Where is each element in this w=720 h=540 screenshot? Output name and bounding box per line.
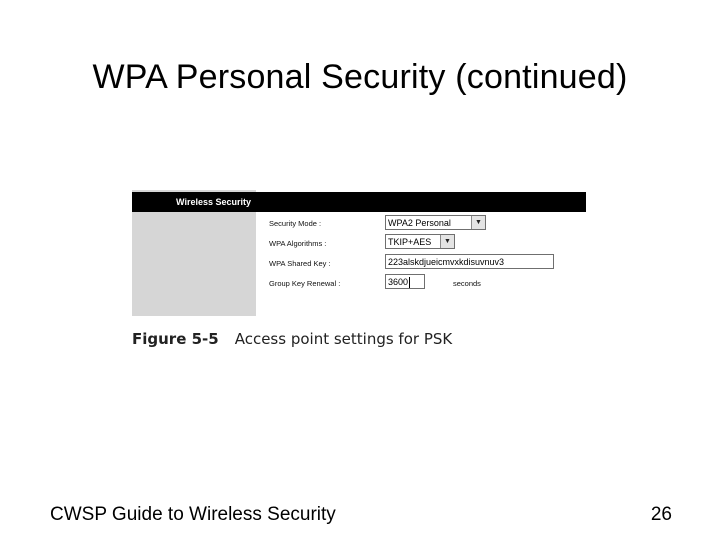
security-mode-value: WPA2 Personal — [388, 218, 451, 228]
header-bar — [132, 192, 586, 212]
figure-label: Figure 5-5 — [132, 330, 219, 348]
wpa-algorithms-value: TKIP+AES — [388, 237, 432, 247]
security-mode-label: Security Mode : — [269, 219, 322, 228]
wpa-algorithms-label: WPA Algorithms : — [269, 239, 327, 248]
group-key-renewal-input[interactable] — [385, 274, 425, 289]
chevron-down-icon[interactable]: ▼ — [471, 216, 485, 229]
wpa-shared-key-input[interactable] — [385, 254, 554, 269]
text-cursor — [409, 277, 410, 288]
security-mode-select[interactable] — [385, 215, 486, 230]
wpa-shared-key-value: 223alskdjueicmvxkdisuvnuv3 — [388, 257, 505, 267]
group-key-renewal-label: Group Key Renewal : — [269, 279, 341, 288]
wpa-shared-key-label: WPA Shared Key : — [269, 259, 331, 268]
group-key-renewal-unit: seconds — [453, 279, 481, 288]
footer-course-title: CWSP Guide to Wireless Security — [50, 504, 336, 525]
router-settings-screenshot — [132, 190, 586, 316]
chevron-down-icon[interactable]: ▼ — [440, 235, 454, 248]
group-key-renewal-value: 3600 — [388, 277, 409, 287]
figure-text: Access point settings for PSK — [234, 330, 453, 348]
panel-title: Wireless Security — [176, 197, 251, 207]
page-number: 26 — [650, 504, 672, 525]
figure-caption — [132, 330, 452, 348]
wpa-algorithms-select[interactable] — [385, 234, 455, 249]
slide-title: WPA Personal Security (continued) — [92, 58, 628, 96]
